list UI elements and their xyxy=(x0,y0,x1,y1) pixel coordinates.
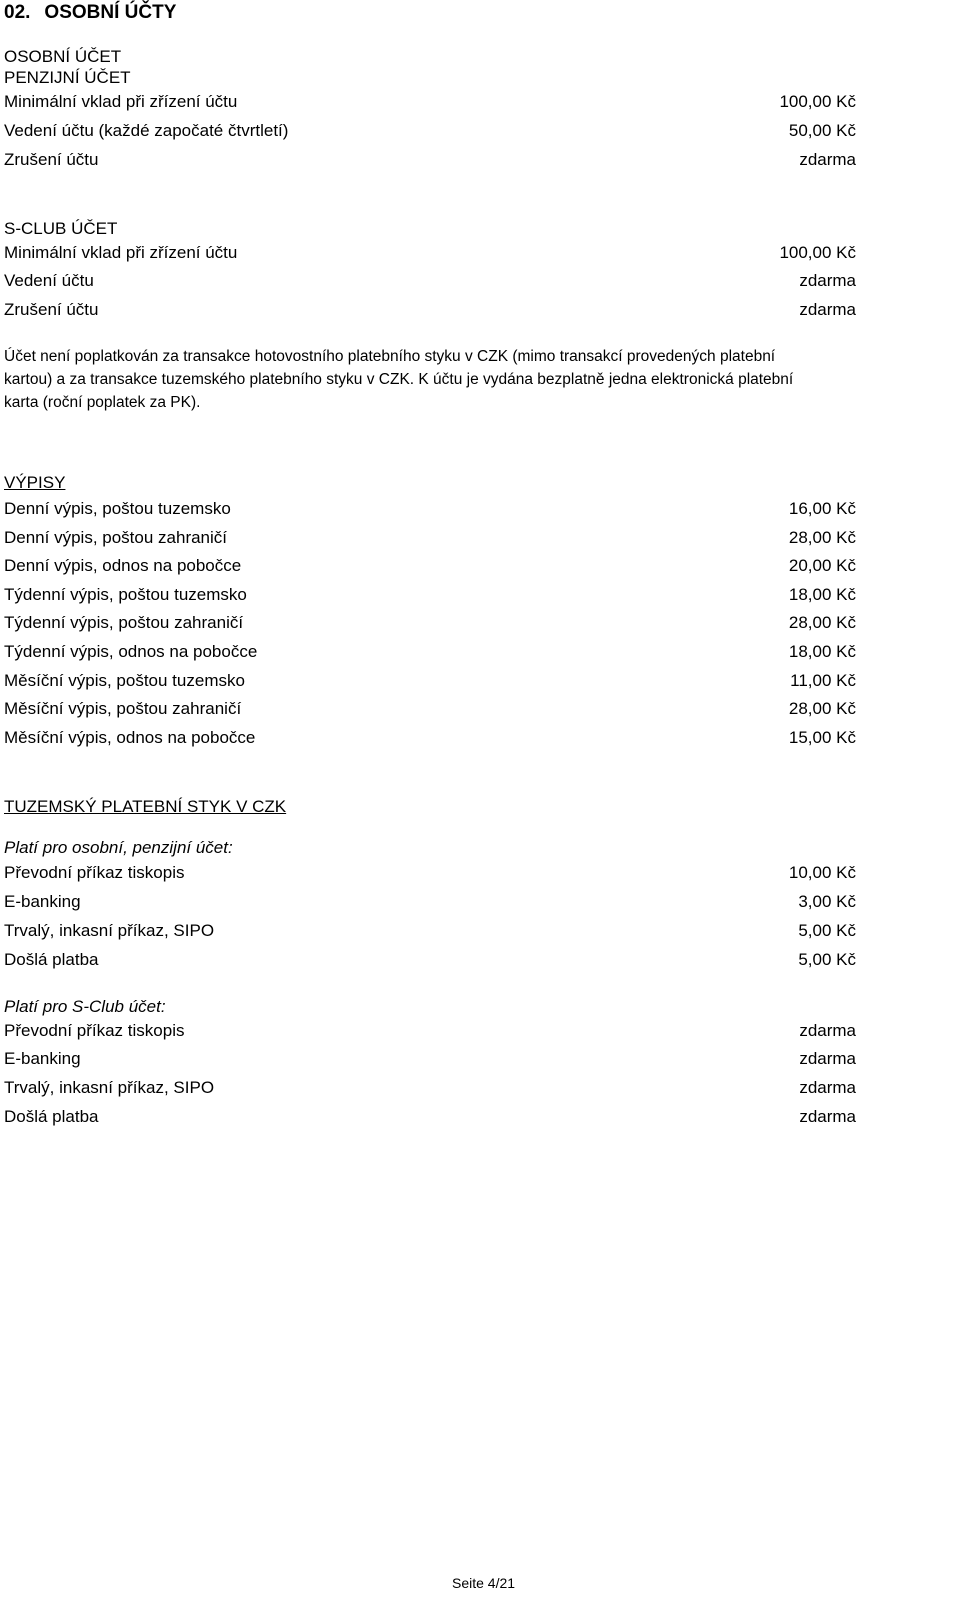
fee-value: 15,00 Kč xyxy=(788,728,856,747)
fee-value: 3,00 Kč xyxy=(798,892,856,911)
fee-row xyxy=(4,887,856,916)
fee-label: Převodní příkaz tiskopis xyxy=(4,863,185,882)
fee-row xyxy=(4,266,856,295)
fee-value: 5,00 Kč xyxy=(798,950,856,969)
fee-value: zdarma xyxy=(799,300,856,319)
fee-row xyxy=(4,238,856,267)
fee-row xyxy=(4,637,856,666)
vypisy-title: VÝPISY xyxy=(4,473,66,492)
fee-row xyxy=(4,551,856,580)
fee-label: Denní výpis, poštou tuzemsko xyxy=(4,499,231,518)
fee-row xyxy=(4,145,856,174)
note-line: kartou) a za transakce tuzemského platebního styku v CZK. K účtu je vydána bezplatně jedna elektronická platební xyxy=(4,371,794,388)
fee-row xyxy=(4,694,856,723)
fee-value: 50,00 Kč xyxy=(788,121,856,140)
fee-label: Týdenní výpis, poštou zahraničí xyxy=(4,613,244,632)
fee-value: 10,00 Kč xyxy=(788,863,856,882)
fee-value: 18,00 Kč xyxy=(788,585,856,604)
fee-label: Trvalý, inkasní příkaz, SIPO xyxy=(4,921,215,940)
fee-row xyxy=(4,494,856,523)
fee-row xyxy=(4,87,856,116)
fee-label: Minimální vklad při zřízení účtu xyxy=(4,243,238,262)
fee-row xyxy=(4,116,856,145)
group1-title: Platí pro osobní, penzijní účet: xyxy=(4,838,233,857)
fee-row xyxy=(4,1016,856,1045)
fee-value: zdarma xyxy=(799,271,856,290)
fee-row xyxy=(4,858,856,887)
fee-value: zdarma xyxy=(799,1049,856,1068)
section-number: 02. xyxy=(4,2,31,23)
fee-row xyxy=(4,916,856,945)
fee-row xyxy=(4,1073,856,1102)
fee-value: zdarma xyxy=(799,1107,856,1126)
sclub-note xyxy=(4,345,954,414)
fee-value: 11,00 Kč xyxy=(790,671,856,690)
penzijni-ucet-title: PENZIJNÍ ÚČET xyxy=(4,68,131,87)
note-line: karta (roční poplatek za PK). xyxy=(4,394,201,411)
group2-title: Platí pro S-Club účet: xyxy=(4,997,166,1016)
fee-label: E-banking xyxy=(4,1049,81,1068)
fee-label: Měsíční výpis, poštou tuzemsko xyxy=(4,671,245,690)
fee-row xyxy=(4,295,856,324)
osobni-ucet-title: OSOBNÍ ÚČET xyxy=(4,47,122,66)
fee-value: 28,00 Kč xyxy=(788,699,856,718)
fee-label: E-banking xyxy=(4,892,81,911)
fee-label: Vedení účtu xyxy=(4,271,94,290)
fee-row xyxy=(4,608,856,637)
section-header xyxy=(4,2,176,24)
fee-label: Zrušení účtu xyxy=(4,300,99,319)
fee-label: Převodní příkaz tiskopis xyxy=(4,1021,185,1040)
fee-label: Došlá platba xyxy=(4,1107,99,1126)
fee-label: Minimální vklad při zřízení účtu xyxy=(4,92,238,111)
note-line: Účet není poplatkován za transakce hotovostního platebního styku v CZK (mimo transakcí provedených platební xyxy=(4,348,776,365)
fee-label: Týdenní výpis, odnos na pobočce xyxy=(4,642,258,661)
fee-value: 100,00 Kč xyxy=(779,243,856,262)
fee-label: Došlá platba xyxy=(4,950,99,969)
fee-label: Měsíční výpis, poštou zahraničí xyxy=(4,699,242,718)
fee-label: Měsíční výpis, odnos na pobočce xyxy=(4,728,256,747)
tuzemsky-title: TUZEMSKÝ PLATEBNÍ STYK V CZK xyxy=(4,797,287,816)
fee-row xyxy=(4,1044,856,1073)
fee-row xyxy=(4,666,856,695)
fee-row xyxy=(4,580,856,609)
fee-label: Vedení účtu (každé započaté čtvrtletí) xyxy=(4,121,289,140)
fee-label: Denní výpis, poštou zahraničí xyxy=(4,528,228,547)
fee-value: 18,00 Kč xyxy=(788,642,856,661)
sclub-ucet-title: S-CLUB ÚČET xyxy=(4,219,118,238)
fee-value: 5,00 Kč xyxy=(798,921,856,940)
fee-row xyxy=(4,945,856,974)
fee-value: 28,00 Kč xyxy=(788,613,856,632)
fee-value: zdarma xyxy=(799,1078,856,1097)
fee-row xyxy=(4,1102,856,1131)
fee-label: Denní výpis, odnos na pobočce xyxy=(4,556,242,575)
fee-row xyxy=(4,723,856,752)
fee-label: Týdenní výpis, poštou tuzemsko xyxy=(4,585,247,604)
fee-value: 100,00 Kč xyxy=(779,92,856,111)
fee-label: Zrušení účtu xyxy=(4,150,99,169)
fee-value: 16,00 Kč xyxy=(788,499,856,518)
page-number: Seite 4/21 xyxy=(452,1575,516,1591)
fee-label: Trvalý, inkasní příkaz, SIPO xyxy=(4,1078,215,1097)
fee-row xyxy=(4,523,856,552)
section-title: OSOBNÍ ÚČTY xyxy=(44,2,177,23)
fee-value: zdarma xyxy=(799,150,856,169)
fee-value: 20,00 Kč xyxy=(788,556,856,575)
fee-value: 28,00 Kč xyxy=(788,528,856,547)
fee-value: zdarma xyxy=(799,1021,856,1040)
